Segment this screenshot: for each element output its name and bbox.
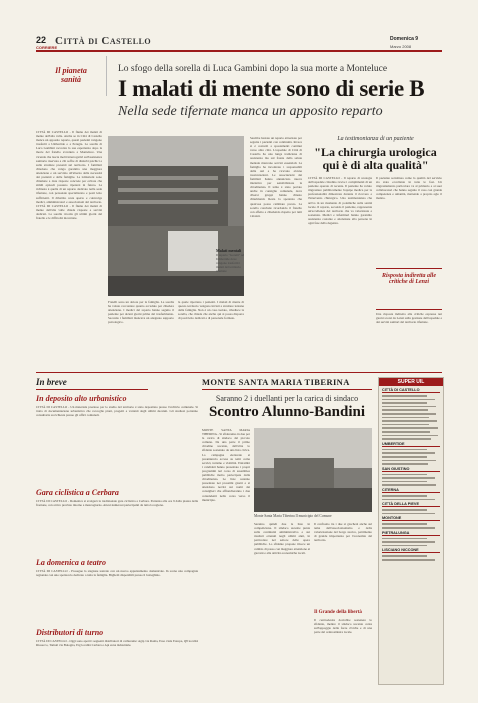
- lead-subheadline: Nella sede tifernate manca un apposito reparto: [118, 104, 383, 119]
- election-column-3: Il confronto tra i due si giocherà anche sul tema dell'associazionismo e della valorizzazione del borgo storico, patrimonio di grande importanza per l'economia del territorio.: [314, 522, 372, 543]
- lead-column-3: la quale riportano i pazienti. I malati di mente di questo territorio vengono inviati a strutture lontane dalla famiglia. Non è un caso isolato, ribadisce la sorella, che chiede che anche qui si possa disporre di posti letto dedicati e di personale formato.: [178, 300, 244, 321]
- issue-day: Domenica 9: [390, 36, 419, 42]
- page-number: 22: [36, 35, 47, 45]
- municipio-caption: Monte Santa Maria Tiberina Il municipio del Comune: [254, 514, 332, 518]
- sidebar-section-title: LISCIANO NICCONE: [382, 548, 440, 553]
- sidebar-entry-line: [382, 460, 436, 462]
- sidebar-entry-line: [382, 413, 436, 415]
- election-kicker: Saranno 2 i duellanti per la carica di sindaco: [215, 394, 359, 403]
- testimonial-kicker: La testimonianza di un paziente: [337, 136, 414, 142]
- sidebar-section-title: MONTONE: [382, 516, 440, 521]
- brand-label: CORRIERE: [36, 45, 58, 50]
- sidebar-entry-line: [382, 527, 435, 529]
- masthead-rule: [36, 50, 442, 52]
- testimonial-column-1: CITTÀ DI CASTELLO - Il reparto di urologia dell'ospedale cittadino riceve i complimenti di un paziente operato di recente. Il paziente ha voluto ringraziare pubblicamente l'equipe medica per la professionalità dimostrata durante il ricovero e l'intervento chirurgico. Una testimonianza che arriva in un momento di polemiche sulla sanità locale. Il reparto, secondo il paziente, rappresenta un'eccellenza del territorio che va valorizzata e sostenuta. Medici e infermieri hanno garantito assistenza costante e attenzione alla persona in ogni fase della degenza.: [308, 176, 372, 226]
- lead-headline: I malati di mente sono di serie B: [118, 76, 425, 101]
- brief-title-2: Gara ciclistica a Cerbara: [36, 488, 119, 497]
- issue-date: Marzo 2008: [390, 44, 412, 49]
- photo-caption-body: Il reparto "Goretti" ad Umbertide dove vengono trasferiti i malati del territorio tifernate: [216, 253, 245, 273]
- sidebar-entry-line: [382, 513, 435, 515]
- testimonial-headline: "La chirurgia urologica qui è di alta qualità": [314, 145, 437, 172]
- sidebar-entry-line: [382, 509, 427, 511]
- sidebar-entry-line: [382, 395, 427, 397]
- section-title: Città di Castello: [55, 35, 152, 47]
- sidebar-entry-line: [382, 484, 436, 486]
- brief-body-1: CITTÀ DI CASTELLO - Un materiale prezioso per lo studio del territorio è stato depositato presso l'archivio comunale. Si tratta di documentazione urbanistica che raccoglie piani, progetti e varianti degli ultimi decenni. Gli studiosi potranno consultarla su richiesta presso gli uffici comunali.: [36, 405, 198, 418]
- sidebar-section-title: SAN GIUSTINO: [382, 467, 440, 472]
- sidebar-entry-line: [382, 523, 427, 525]
- sidebar-section-title: CITERNA: [382, 488, 440, 493]
- lead-kicker: Lo sfogo della sorella di Luca Gambini dopo la sua morte a Monteluce: [118, 64, 388, 74]
- sidebar-entry-line: [382, 545, 427, 547]
- rubric-line-2: sanità: [60, 75, 81, 84]
- election-column-2: Saranno quindi due le liste in competizione. Il sindaco uscente punta sulla continuità amministrativa e sui risultati ottenuti negli ultimi anni, in particolare nel settore delle opere pubbliche. Lo sfidante propone invece un cambio di passo con maggiore attenzione ai giovani e alle attività economiche locali.: [254, 522, 310, 555]
- sidebar-entry-line: [382, 438, 431, 440]
- lead-column-4: Sarebbe bastato un reparto attrezzato per seguire i pazienti con continuità. Invece si è costretti a spostamenti continui verso altre città. L'ospedale di Città di Castello ha una lunga tradizione di assistenza ma sul fronte della salute mentale mancano servizi essenziali. La famiglia ha incontrato i responsabili della Asl e ha ricevuto alcune rassicurazioni. Le associazioni dei familiari hanno annunciato nuove iniziative per sensibilizzare la cittadinanza. Il tema è stato portato anche in consiglio comunale, dove diversi gruppi hanno chiesto chiarimenti. Resta la speranza che qualcosa possa cambiare presto. La sorella conclude ricordando il fratello con affetto e chiedendo rispetto per tutti i malati.: [250, 136, 302, 218]
- sidebar-entry-line: [382, 499, 435, 501]
- election-header: MONTE SANTA MARIA TIBERINA: [202, 377, 372, 390]
- election-subhead: Il Grande della libertà: [314, 610, 362, 615]
- election-headline: Scontro Alunno-Bandini: [208, 404, 366, 420]
- brief-title-4: Distributori di turno: [36, 628, 104, 637]
- sidebar-section-title: CITTÀ DI CASTELLO: [382, 388, 440, 393]
- section-divider: [36, 372, 442, 373]
- sidebar-entry-line: [382, 449, 427, 451]
- sidebar-entry-line: [382, 417, 429, 419]
- sidebar-entry-line: [382, 420, 437, 422]
- sidebar-entry-line: [382, 409, 428, 411]
- sidebar-entry-line: [382, 456, 427, 458]
- brief-body-2: CITTÀ DI CASTELLO - Domenica si svolgerà la tradizionale gara ciclistica a Cerbara. Partenza alle ore 9 dalla piazza della frazione, con arrivo previsto intorno a mezzogiorno. Attesi numerosi partecipanti da tutta la regione.: [36, 499, 198, 508]
- rubric-box: [36, 56, 107, 96]
- sidebar-entry-line: [382, 435, 438, 437]
- election-column-4: Il centrodestra dovrebbe sostenere lo sfidante, mentre il sindaco uscente conta sull'appoggio delle forze civiche e di una parte del centrosinistra locale.: [314, 618, 372, 635]
- sidebar-entry-line: [382, 538, 427, 540]
- testimonial-column-3: Una risposta indiretta alle critiche espresse nei giorni scorsi da Lenzi sulla gestione dell'ospedale e dei servizi sanitari del territorio tifernate.: [376, 312, 442, 325]
- testimonial-box-title: Risposta indiretta alle critiche di Lenzi: [381, 273, 436, 285]
- sidebar-entry-line: [382, 431, 430, 433]
- brief-title-3: La domenica a teatro: [36, 558, 106, 567]
- sidebar-entry-line: [382, 559, 435, 561]
- sidebar-entry-line: [382, 541, 435, 543]
- brief-body-4: CITTÀ DI CASTELLO - Oggi sono aperti i seguenti distributori di carburante: Agip via Roma, Esso viale Europa, Q8 località Riosecco, Tamoil via Bologna, Erg località Cerbara e Api zona industriale.: [36, 639, 198, 648]
- sidebar-section-title: CITTÀ DELLA PIEVE: [382, 502, 440, 507]
- sidebar-entry-line: [382, 402, 427, 404]
- municipio-photo: [254, 428, 372, 512]
- lead-column-2: Fratelli sono un dolore per la famiglia. La sorella ha voluto raccontare quanto accaduto per chiedere attenzione. I medici del reparto hanno seguito il paziente per alcuni giorni prima del trasferimento. Secondo i familiari mancava un adeguato supporto psicologico.: [108, 300, 174, 325]
- lead-column-1: CITTÀ DI CASTELLO - Il fiume dei malati di mente dell'alta valle. Anche se in Città di Castello manca un apposito reparto, questi pazienti vengono trasferiti a Umbertide o a Perugia. La sorella di Luca Gambini racconta la sua esperienza dopo la morte del fratello avvenuta a Monteluce. Una vicenda che lascia molti interrogativi sull'assistenza sanitaria riservata a chi soffre di disturbi psichici e sulle strutture presenti sul territorio. I familiari chiedono che venga garantita una maggiore attenzione e un servizio all'altezza delle necessità dei pazienti e delle famiglie. Le istituzioni sono chiamate a dare risposte concrete per evitare che simili episodi possano ripetersi in futuro. La richiesta è quella di un reparto dedicato nella sede tifernate, con personale specializzato e posti letto sufficienti. Il dibattito resta aperto e coinvolge medici, amministratori e associazioni del territorio. CITTÀ DI CASTELLO - Il fiume dei malati di mente dell'alta valle chiede risposte e servizi dedicati. La sorella ricorda gli ultimi giorni del fratello e le difficoltà incontrate.: [36, 130, 102, 220]
- sidebar-entry-line: [382, 555, 427, 557]
- brief-body-3: CITTÀ DI CASTELLO - Prosegue la stagione teatrale con un nuovo appuntamento domenicale. In scena una compagnia regionale con uno spettacolo dedicato a tutta la famiglia. Biglietti disponibili presso il botteghino.: [36, 569, 198, 578]
- testimonial-column-2: Il paziente sottolinea come la qualità del servizio sia stata eccellente in tutte le fasi. Un ringraziamento particolare va al primario e ai suoi collaboratori che hanno seguito il caso con grande competenza e umanità, mettendo a proprio agio il malato.: [376, 176, 442, 201]
- sidebar-entry-line: [382, 481, 427, 483]
- sidebar-entry-line: [382, 427, 438, 429]
- sidebar-entry-line: [382, 474, 427, 476]
- sidebar-box: [378, 377, 444, 685]
- sidebar-sections: [379, 388, 443, 561]
- sidebar-entry-line: [382, 424, 429, 426]
- testimonial-box: [376, 268, 442, 310]
- election-column-1: MONTE SANTA MARIA TIBERINA - Si sfideranno in due per la carica di sindaco del piccolo comune. Da una parte il primo cittadino uscente, dall'altra lo sfidante sostenuto da una lista civica. La campagna elettorale si preannuncia accesa su temi come servizi, turismo e viabilità. Entrambi i candidati hanno presentato i propri programmi nel corso di assemblee pubbliche molto partecipate dalla cittadinanza. Le liste saranno presentate nei prossimi giorni e si attendono novità sui nomi dei consiglieri che affiancheranno i due contendenti nella corsa verso il municipio.: [202, 428, 250, 502]
- photo-caption-title: Malati mentali: [216, 248, 242, 253]
- photo-caption: [216, 248, 246, 273]
- sidebar-entry-line: [382, 452, 435, 454]
- sidebar-section-title: UMBERTIDE: [382, 442, 440, 447]
- rubric-line-1: Il pianeta: [55, 66, 87, 75]
- sidebar-entry-line: [382, 399, 435, 401]
- sidebar-header: SUPER UIL: [379, 378, 443, 386]
- sidebar-entry-line: [382, 477, 435, 479]
- sidebar-entry-line: [382, 463, 428, 465]
- brief-title-1: In deposito alto urbanistico: [36, 394, 127, 403]
- sidebar-entry-line: [382, 495, 427, 497]
- sidebar-entry-line: [382, 406, 436, 408]
- in-brief-header: In breve: [36, 377, 148, 390]
- sidebar-section-title: PIETRALUNGA: [382, 531, 440, 536]
